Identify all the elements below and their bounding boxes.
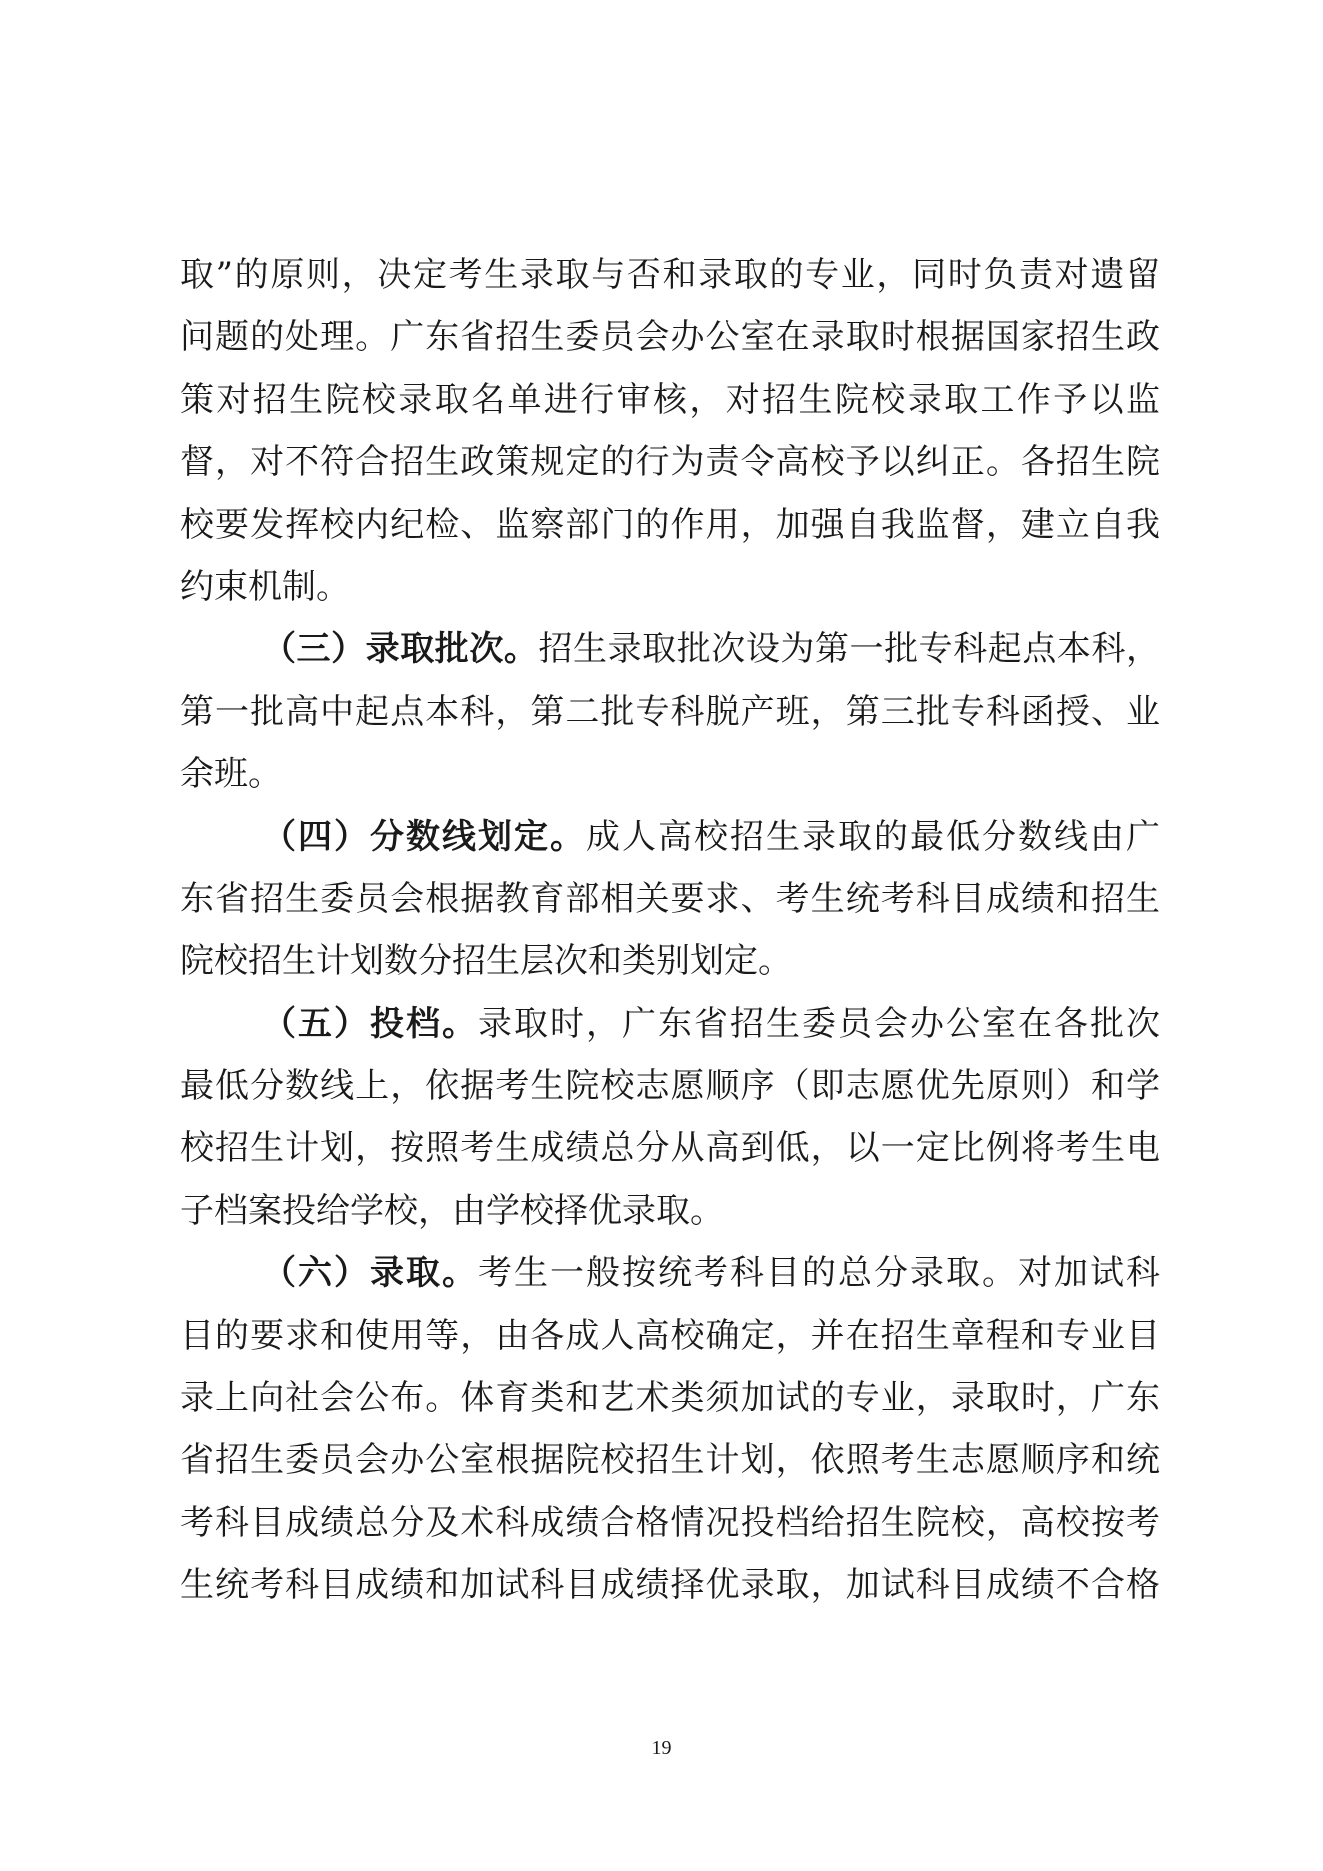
paragraph-line: 目的要求和使用等，由各成人高校确定，并在招生章程和专业目: [180, 1315, 1160, 1356]
paragraph-line: 校要发挥校内纪检、监察部门的作用，加强自我监督，建立自我: [180, 504, 1160, 545]
paragraph-line: 录上向社会公布。体育类和艺术类须加试的专业，录取时，广东: [180, 1378, 1160, 1419]
paragraph-line: 督，对不符合招生政策规定的行为责令高校予以纠正。各招生院: [180, 442, 1160, 483]
paragraph-first-line: [180, 618, 1160, 680]
paragraph-line: 校招生计划，按照考生成绩总分从高到低，以一定比例将考生电: [180, 1128, 1160, 1169]
paragraph-text: 考生一般按统考科目的总分录取。对加试科: [478, 1253, 1160, 1294]
paragraph-line: 省招生委员会办公室根据院校招生计划，依照考生志愿顺序和统: [180, 1440, 1160, 1481]
paragraph-first-line: [180, 806, 1160, 868]
paragraph-line: 东省招生委员会根据教育部相关要求、考生统考科目成绩和招生: [180, 878, 1160, 919]
section-heading: （三）录取批次。: [262, 629, 539, 670]
paragraph-text: 录取时，广东省招生委员会办公室在各批次: [478, 1003, 1160, 1044]
document-body: [180, 244, 1160, 1617]
paragraph-line: 约束机制。: [180, 566, 350, 607]
page-number: 19: [651, 1737, 672, 1759]
section-heading: （五）投档。: [262, 1003, 478, 1044]
paragraph-line: 策对招生院校录取名单进行审核，对招生院校录取工作予以监: [180, 379, 1160, 420]
paragraph-line: 第一批高中起点本科，第二批专科脱产班，第三批专科函授、业: [180, 691, 1160, 732]
paragraph-line: 生统考科目成绩和加试科目成绩择优录取，加试科目成绩不合格: [180, 1565, 1160, 1606]
paragraph-line: 子档案投给学校，由学校择优录取。: [180, 1190, 724, 1231]
paragraph-line: 考科目成绩总分及术科成绩合格情况投档给招生院校，高校按考: [180, 1502, 1160, 1543]
paragraph-line: 余班。: [180, 754, 282, 795]
paragraph-line: 问题的处理。广东省招生委员会办公室在录取时根据国家招生政: [180, 317, 1160, 358]
paragraph-line: 最低分数线上，依据考生院校志愿顺序（即志愿优先原则）和学: [180, 1066, 1160, 1107]
paragraph-first-line: [180, 993, 1160, 1055]
paragraph-line: 取”的原则，决定考生录取与否和录取的专业，同时负责对遗留: [180, 255, 1160, 295]
paragraph-text: 招生录取批次设为第一批专科起点本科，: [538, 629, 1161, 670]
section-heading: （六）录取。: [262, 1253, 478, 1294]
paragraph-line: 院校招生计划数分招生层次和类别划定。: [180, 941, 792, 982]
paragraph-first-line: [180, 1242, 1160, 1304]
section-heading: （四）分数线划定。: [262, 816, 586, 857]
paragraph-text: 成人高校招生录取的最低分数线由广: [586, 816, 1160, 857]
